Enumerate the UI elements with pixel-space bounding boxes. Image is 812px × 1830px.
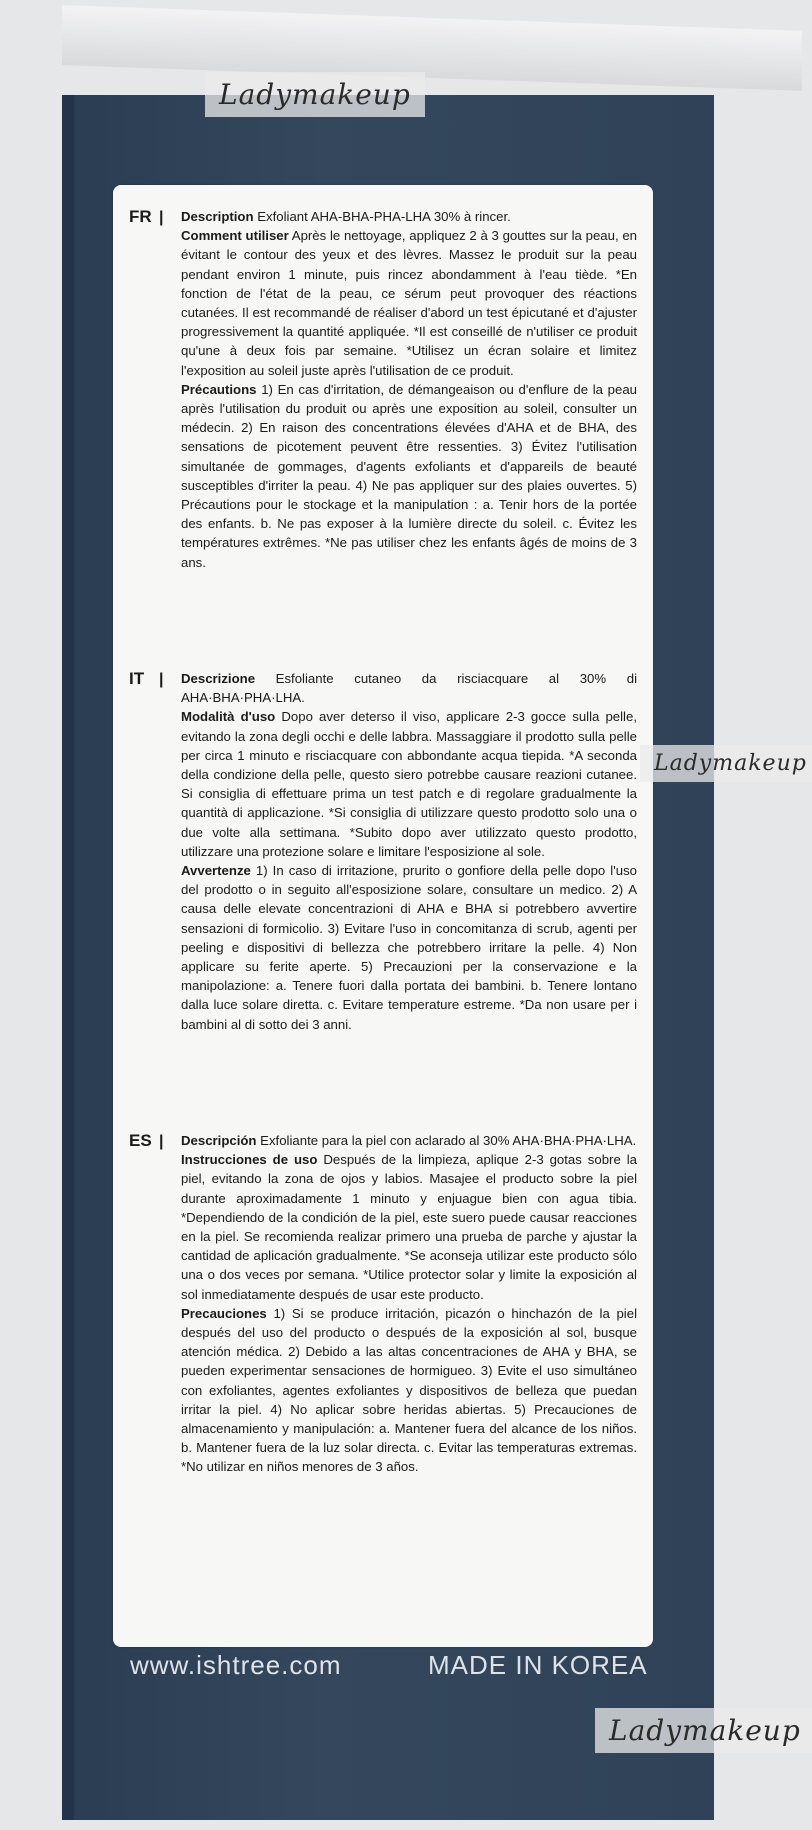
lang-code-it: IT xyxy=(129,669,145,688)
es-usage-text: Después de la limpieza, aplique 2-3 gotas sobre la piel, evitando la zona de ojos y labios. Masajee el producto sobre la piel durante aproximadamente 1 minuto y enjuague bien con agua tibia. *Dependiendo de la condición de la piel, este suero puede causar reacciones en la piel. Se recomienda realizar primero una prueba de parche y ajustar la cantidad de aplicación gradualmente. *Se aconseja utilizar este producto sólo una o dos veces por semana. *Utilice protector solar y limite la exposición al sol inmediatamente después de usar este producto. xyxy=(181,1152,637,1302)
it-precautions-title: Avvertenze xyxy=(181,863,251,879)
fr-usage-text: Après le nettoyage, appliquez 2 à 3 gouttes sur la peau, en évitant le contour des yeux et des lèvres. Massez le produit sur la peau pendant environ 1 minute, puis rincez abondamment à l'eau tiède. *En fonction de l'état de la peau, ce sérum peut provoquer des réactions cutanées. Il est recommandé de réaliser d'abord un test épicutané et d'ajuster progressivement la quantité appliquée. *Il est conseillé de n'utiliser ce produit qu'une à deux fois par semaine. *Utilisez un écran solaire et limitez l'exposition au soleil juste après l'utilisation de ce produit. xyxy=(181,228,637,378)
section-fr xyxy=(129,207,637,572)
fr-precautions-text: 1) En cas d'irritation, de démangeaison ou d'enflure de la peau après l'utilisation du produit ou après une exposition au soleil, consulter un médecin. 2) En raison des concentrations élevées d'AHA et de BHA, des sensations de picotement peuvent être ressenties. 3) Évitez l'utilisation simultanée de gommages, d'agents exfoliants et d'appareils de beauté susceptibles d'irriter la peau. 4) Ne pas appliquer sur des plaies ouvertes. 5) Précautions pour le stockage et la manipulation : a. Tenir hors de la portée des enfants. b. Ne pas exposer à la lumière directe du soleil. c. Évitez les températures extrêmes. *Ne pas utiliser chez les enfants âgés de moins de 3 ans. xyxy=(181,381,638,570)
watermark-middle: Ladymakeup xyxy=(640,745,812,782)
box-top-flap xyxy=(62,5,802,91)
fr-description-title: Description xyxy=(181,209,254,224)
it-description-text: Esfoliante cutaneo da risciacquare al 30% di AHA·BHA·PHA·LHA. xyxy=(181,671,637,706)
lang-separator: | xyxy=(159,209,164,226)
footer-made-in: MADE IN KOREA xyxy=(428,1650,648,1680)
lang-separator: | xyxy=(159,671,164,688)
it-usage-text: Dopo aver deterso il viso, applicare 2-3 gocce sulla pelle, evitando la zona degli occhi e delle labbra. Massaggiare il prodotto sulla pelle per circa 1 minuto e risciacquare con abbondante acqua tiepida. *A seconda della condizione della pelle, questo siero potrebbe causare reazioni cutanee. Si consiglia di effettuare prima un test patch e di regolare gradualmente la quantità di applicazione. *Si consiglia di utilizzare questo prodotto solo una o due volte alla settimana. *Subito dopo aver utilizzato questo prodotto, utilizzare una protezione solare e limitare l'esposizione al sole. xyxy=(181,709,637,859)
es-precautions-text: 1) Si se produce irritación, picazón o hinchazón de la piel después del uso del producto o después de la exposición al sol, busque atención médica. 2) Debido a las altas concentraciones de AHA y BHA, se pueden experimentar sensaciones de hormigueo. 3) Evite el uso simultáneo con exfoliantes, agentes exfoliantes y dispositivos de belleza que puedan irritar la piel. 4) No aplicar sobre heridas abiertas. 5) Precauciones de almacenamiento y manipulación: a. Mantener fuera del alcance de los niños. b. Mantener fuera de la luz solar directa. c. Evitar las temperaturas extremas. *No utilizar en niños menores de 3 años. xyxy=(181,1305,637,1475)
it-usage-title: Modalità d'uso xyxy=(181,709,276,725)
es-description-title: Descripción xyxy=(181,1133,257,1148)
section-fr-body xyxy=(181,207,637,572)
lang-separator: | xyxy=(159,1133,164,1150)
info-label xyxy=(113,185,653,1647)
section-es-body xyxy=(181,1131,637,1477)
box-side-edge xyxy=(62,95,74,1820)
lang-code-fr: FR xyxy=(129,207,152,226)
it-description-title: Descrizione xyxy=(181,671,256,686)
section-it xyxy=(129,669,637,1034)
es-usage-title: Instrucciones de uso xyxy=(181,1152,318,1168)
es-precautions-title: Precauciones xyxy=(181,1305,267,1321)
watermark-bottom: Ladymakeup xyxy=(595,1708,812,1753)
es-description-text: Exfoliante para la piel con aclarado al 30% AHA·BHA·PHA·LHA. xyxy=(260,1133,637,1148)
watermark-top: Ladymakeup xyxy=(205,72,425,117)
fr-precautions-title: Précautions xyxy=(181,381,257,397)
box-right-strip xyxy=(714,95,804,1820)
lang-code-es: ES xyxy=(129,1131,152,1150)
it-precautions-text: 1) In caso di irritazione, prurito o gonfiore della pelle dopo l'uso del prodotto o in seguito all'esposizione solare, consultare un medico. 2) A causa delle elevate concentrazioni di AHA e BHA si potrebbero avvertire sensazioni di formicolio. 3) Evitare l'uso in concomitanza di scrub, agenti per peeling e dispositivi di bellezza che potrebbero irritare la pelle. 4) Non applicare su ferite aperte. 5) Precauzioni per la conservazione e la manipolazione: a. Tenere fuori dalla portata dei bambini. b. Tenere lontano dalla luce solare diretta. c. Evitare temperature estreme. *Da non usare per i bambini al di sotto dei 3 anni. xyxy=(181,863,637,1032)
fr-description-text: Exfoliant AHA-BHA-PHA-LHA 30% à rincer. xyxy=(257,209,511,224)
section-it-body xyxy=(181,669,637,1034)
section-es xyxy=(129,1131,637,1477)
fr-usage-title: Comment utiliser xyxy=(181,228,289,244)
footer-website: www.ishtree.com xyxy=(130,1650,342,1680)
